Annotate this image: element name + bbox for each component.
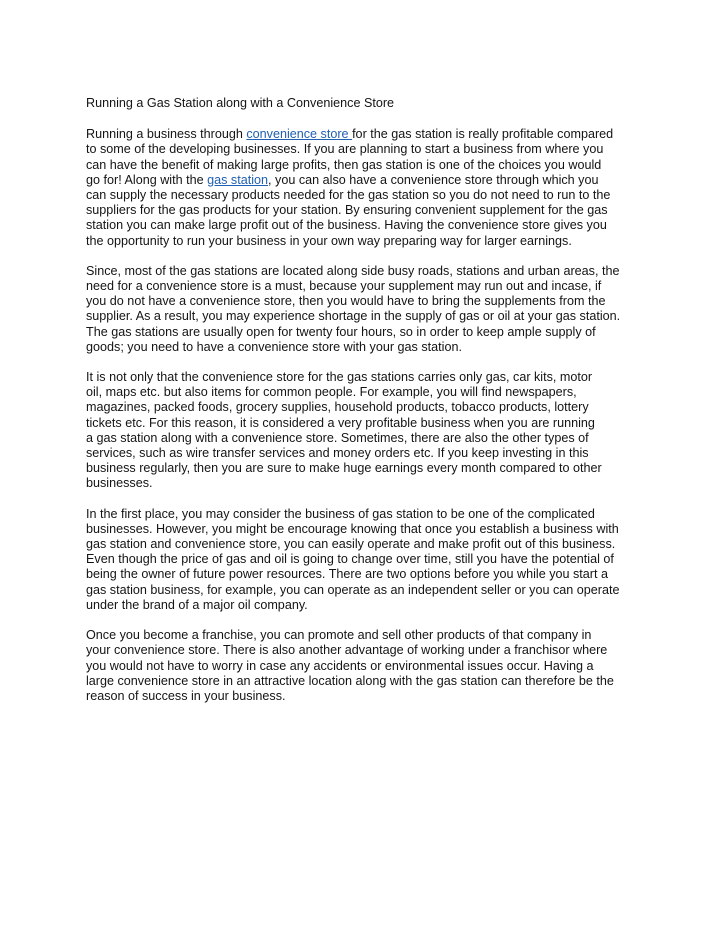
paragraph-4 bbox=[86, 507, 656, 613]
convenience-store-link[interactable]: convenience store bbox=[246, 127, 353, 142]
paragraph-line: large convenience store in an attractive location along with the gas station can therefore be the bbox=[86, 673, 614, 688]
paragraph-line: can have the benefit of making large profits, then gas station is one of the choices you would bbox=[86, 157, 602, 172]
line-text: for the gas station is really profitable compared bbox=[352, 127, 614, 142]
paragraph-line: under the brand of a major oil company. bbox=[86, 597, 308, 612]
paragraph-line: Once you become a franchise, you can promote and sell other products of that company in bbox=[86, 628, 592, 643]
paragraph-line: a gas station along with a convenience store. Sometimes, there are also the other types of bbox=[86, 430, 589, 445]
gas-station-link[interactable]: gas station bbox=[207, 172, 269, 187]
paragraph-line: gas station and convenience store, you can easily operate and make profit out of this business. bbox=[86, 537, 616, 552]
paragraph-line bbox=[86, 127, 656, 142]
paragraph-line: In the first place, you may consider the business of gas station to be one of the complicated bbox=[86, 506, 595, 521]
paragraph-line: station you can make large profit out of the business. Having the convenience store gives you bbox=[86, 218, 607, 233]
paragraph-line: goods; you need to have a convenience store with your gas station. bbox=[86, 339, 462, 354]
paragraph-line: need for a convenience store is a must, because your supplement may run out and incase, if bbox=[86, 279, 602, 294]
paragraph-line: It is not only that the convenience store for the gas stations carries only gas, car kits, motor bbox=[86, 370, 593, 385]
paragraph-line bbox=[86, 173, 656, 188]
paragraph-line: Even though the price of gas and oil is going to change over time, still you have the potential of bbox=[86, 552, 614, 567]
paragraph-line: oil, maps etc. but also items for common people. For example, you will find newspapers, bbox=[86, 385, 577, 400]
document-title: Running a Gas Station along with a Convenience Store bbox=[86, 96, 395, 110]
paragraph-line: business regularly, then you are sure to make huge earnings every month compared to other bbox=[86, 461, 602, 476]
line-text: , you can also have a convenience store through which you bbox=[268, 172, 599, 187]
paragraph-line: businesses. However, you might be encourage knowing that once you establish a business with bbox=[86, 521, 619, 536]
paragraph-1 bbox=[86, 127, 656, 249]
paragraph-line: reason of success in your business. bbox=[86, 688, 286, 703]
paragraph-line: magazines, packed foods, grocery supplies, household products, tobacco products, lottery bbox=[86, 400, 589, 415]
paragraph-line: can supply the necessary products needed for the gas station so you do not need to run to the bbox=[86, 188, 611, 203]
paragraph-line: to some of the developing businesses. If you are planning to start a business from where you bbox=[86, 142, 604, 157]
paragraph-line: being the owner of future power resources. There are two options before you while you start a bbox=[86, 567, 609, 582]
paragraph-line: suppliers for the gas products for your station. By ensuring convenient supplement for the gas bbox=[86, 203, 608, 218]
line-text: go for! Along with the bbox=[86, 172, 208, 187]
paragraph-line: your convenience store. There is also another advantage of working under a franchisor where bbox=[86, 643, 608, 658]
line-text: Running a business through bbox=[86, 127, 247, 142]
paragraph-2 bbox=[86, 264, 656, 355]
paragraph-line: gas station business, for example, you can operate as an independent seller or you can operate bbox=[86, 582, 620, 597]
paragraph-3 bbox=[86, 370, 656, 492]
paragraph-line: you would not have to worry in case any accidents or environmental issues occur. Having a bbox=[86, 658, 594, 673]
paragraph-line: you do not have a convenience store, then you would have to bring the supplements from the bbox=[86, 294, 606, 309]
paragraph-line: Since, most of the gas stations are located along side busy roads, stations and urban areas, the bbox=[86, 263, 620, 278]
paragraph-line: tickets etc. For this reason, it is considered a very profitable business when you are running bbox=[86, 415, 595, 430]
paragraph-line: services, such as wire transfer services and money orders etc. If you keep investing in this bbox=[86, 446, 589, 461]
paragraph-5 bbox=[86, 628, 656, 704]
document-body bbox=[86, 96, 656, 719]
paragraph-line: The gas stations are usually open for twenty four hours, so in order to keep ample supply of bbox=[86, 324, 596, 339]
paragraph-line: supplier. As a result, you may experience shortage in the supply of gas or oil at your gas station. bbox=[86, 309, 621, 324]
paragraph-line: the opportunity to run your business in your own way preparing way for larger earnings. bbox=[86, 233, 572, 248]
paragraph-line: businesses. bbox=[86, 476, 153, 491]
